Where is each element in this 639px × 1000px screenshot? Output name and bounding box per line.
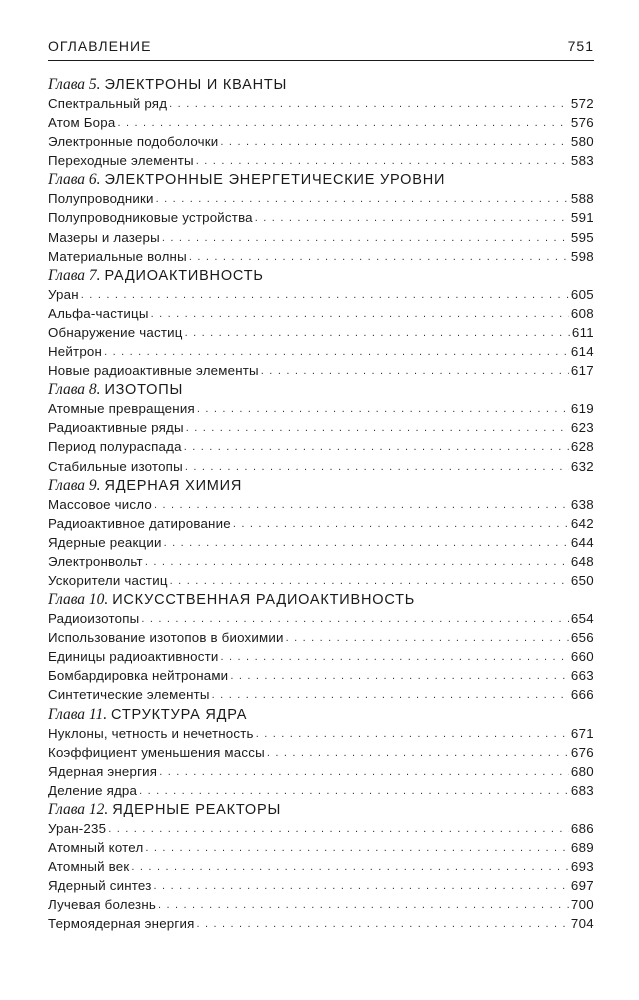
chapter-label: Глава 7. bbox=[48, 266, 101, 284]
toc-entry[interactable] bbox=[48, 781, 594, 800]
toc-entry[interactable] bbox=[48, 685, 594, 704]
entry-title: Единицы радиоактивности bbox=[48, 649, 219, 665]
dot-leader bbox=[255, 209, 569, 228]
dot-leader bbox=[197, 400, 569, 419]
toc-entry[interactable] bbox=[48, 189, 594, 208]
toc-entry[interactable] bbox=[48, 666, 594, 685]
entry-page-number: 648 bbox=[570, 553, 594, 569]
entry-page-number: 656 bbox=[570, 630, 594, 646]
entry-page-number: 619 bbox=[570, 401, 594, 417]
entry-page-number: 686 bbox=[570, 820, 594, 836]
entry-title: Использование изотопов в биохимии bbox=[48, 630, 284, 646]
entry-page-number: 638 bbox=[570, 496, 594, 512]
toc-entry[interactable] bbox=[48, 342, 594, 361]
entry-title: Ядерные реакции bbox=[48, 534, 162, 550]
entry-page-number: 628 bbox=[570, 439, 594, 455]
entry-page-number: 663 bbox=[570, 668, 594, 684]
entry-title: Альфа-частицы bbox=[48, 305, 149, 321]
entry-title: Материальные волны bbox=[48, 248, 187, 264]
toc-entry[interactable] bbox=[48, 418, 594, 437]
dot-leader bbox=[164, 534, 569, 553]
chapter-heading[interactable] bbox=[48, 266, 594, 285]
dot-leader bbox=[196, 915, 568, 934]
toc-entry[interactable] bbox=[48, 628, 594, 647]
dot-leader bbox=[170, 572, 569, 591]
toc-entry[interactable] bbox=[48, 514, 594, 533]
entry-page-number: 632 bbox=[570, 458, 594, 474]
entry-page-number: 704 bbox=[570, 916, 594, 932]
entry-title: Атомные превращения bbox=[48, 401, 195, 417]
entry-title: Радиоактивное датирование bbox=[48, 515, 231, 531]
dot-leader bbox=[158, 896, 569, 915]
chapter-label: Глава 10. bbox=[48, 591, 109, 609]
entry-page-number: 693 bbox=[570, 859, 594, 875]
header-page-number: 751 bbox=[567, 38, 594, 54]
dot-leader bbox=[154, 877, 569, 896]
chapter-heading[interactable] bbox=[48, 380, 594, 399]
toc-entry[interactable] bbox=[48, 609, 594, 628]
toc-entry[interactable] bbox=[48, 304, 594, 323]
entry-title: Ядерная энергия bbox=[48, 763, 158, 779]
dot-leader bbox=[145, 553, 569, 572]
entry-title: Мазеры и лазеры bbox=[48, 229, 160, 245]
toc-entry[interactable] bbox=[48, 857, 594, 876]
entry-title: Спектральный ряд bbox=[48, 96, 168, 111]
chapter-title: ЭЛЕКТРОННЫЕ ЭНЕРГЕТИЧЕСКИЕ УРОВНИ bbox=[104, 172, 446, 189]
entry-page-number: 697 bbox=[570, 878, 594, 894]
dot-leader bbox=[154, 496, 569, 515]
chapter-heading[interactable] bbox=[48, 590, 594, 609]
entry-title: Переходные элементы bbox=[48, 153, 194, 169]
dot-leader bbox=[81, 286, 569, 305]
entry-title: Атом Бора bbox=[48, 115, 116, 131]
entry-title: Массовое число bbox=[48, 496, 152, 512]
entry-title: Электронвольт bbox=[48, 553, 143, 569]
dot-leader bbox=[261, 362, 569, 381]
toc-entry[interactable] bbox=[48, 399, 594, 418]
dot-leader bbox=[145, 839, 569, 858]
toc-entry[interactable] bbox=[48, 132, 594, 151]
dot-leader bbox=[184, 438, 569, 457]
toc-entry[interactable] bbox=[48, 743, 594, 762]
chapter-heading[interactable] bbox=[48, 705, 594, 724]
entry-page-number: 614 bbox=[570, 344, 594, 360]
entry-title: Деление ядра bbox=[48, 782, 138, 798]
entry-title: Новые радиоактивные элементы bbox=[48, 363, 259, 379]
dot-leader bbox=[286, 629, 569, 648]
entry-page-number: 660 bbox=[570, 649, 594, 665]
dot-leader bbox=[220, 133, 568, 152]
dot-leader bbox=[117, 114, 568, 133]
entry-title: Атомный котел bbox=[48, 840, 144, 855]
entry-page-number: 591 bbox=[570, 210, 594, 226]
entry-title: Стабильные изотопы bbox=[48, 458, 183, 474]
chapter-label: Глава 5. bbox=[48, 76, 101, 93]
entry-page-number: 608 bbox=[570, 305, 594, 321]
dot-leader bbox=[196, 152, 569, 171]
dot-leader bbox=[256, 725, 569, 744]
toc-entry[interactable] bbox=[48, 876, 594, 895]
entry-title: Электронные подоболочки bbox=[48, 134, 219, 150]
toc-entry[interactable] bbox=[48, 437, 594, 456]
chapter-title: ЯДЕРНЫЕ РЕАКТОРЫ bbox=[112, 801, 282, 818]
toc-entry[interactable] bbox=[48, 457, 594, 476]
toc-entry[interactable] bbox=[48, 113, 594, 132]
chapter-title: ИСКУССТВЕННАЯ РАДИОАКТИВНОСТЬ bbox=[112, 592, 416, 609]
toc-entry[interactable] bbox=[48, 361, 594, 380]
entry-title: Ускорители частиц bbox=[48, 572, 168, 588]
entry-page-number: 605 bbox=[570, 286, 594, 302]
dot-leader bbox=[189, 248, 569, 267]
entry-title: Нейтрон bbox=[48, 344, 103, 360]
dot-leader bbox=[267, 744, 569, 763]
chapter-title: РАДИОАКТИВНОСТЬ bbox=[104, 267, 264, 284]
toc-entry[interactable] bbox=[48, 228, 594, 247]
entry-page-number: 588 bbox=[570, 191, 594, 207]
dot-leader bbox=[230, 667, 569, 686]
entry-page-number: 650 bbox=[570, 572, 594, 588]
entry-page-number: 611 bbox=[571, 324, 594, 340]
entry-page-number: 689 bbox=[570, 840, 594, 855]
entry-title: Нуклоны, четность и нечетность bbox=[48, 725, 254, 741]
entry-page-number: 623 bbox=[570, 420, 594, 436]
toc-entry[interactable] bbox=[48, 285, 594, 304]
entry-title: Бомбардировка нейтронами bbox=[48, 668, 229, 684]
entry-title: Полупроводниковые устройства bbox=[48, 210, 253, 226]
entry-title: Полупроводники bbox=[48, 191, 154, 207]
dot-leader bbox=[233, 515, 569, 534]
toc-entry[interactable] bbox=[48, 208, 594, 227]
chapter-heading[interactable] bbox=[48, 170, 594, 189]
entry-page-number: 654 bbox=[570, 611, 594, 627]
header-title: ОГЛАВЛЕНИЕ bbox=[48, 38, 152, 54]
dot-leader bbox=[186, 419, 569, 438]
dot-leader bbox=[104, 343, 569, 362]
table-of-contents bbox=[48, 75, 594, 933]
entry-title: Радиоактивные ряды bbox=[48, 420, 184, 436]
toc-entry[interactable] bbox=[48, 552, 594, 571]
toc-entry[interactable] bbox=[48, 533, 594, 552]
entry-page-number: 642 bbox=[570, 515, 594, 531]
entry-page-number: 700 bbox=[570, 897, 594, 913]
entry-title: Обнаружение частиц bbox=[48, 324, 183, 340]
toc-entry[interactable] bbox=[48, 724, 594, 743]
toc-entry[interactable] bbox=[48, 762, 594, 781]
entry-page-number: 671 bbox=[570, 725, 594, 741]
entry-page-number: 676 bbox=[570, 744, 594, 760]
entry-page-number: 680 bbox=[570, 763, 594, 779]
toc-page bbox=[48, 38, 594, 933]
entry-title: Лучевая болезнь bbox=[48, 897, 156, 913]
entry-page-number: 683 bbox=[570, 782, 594, 798]
entry-title: Радиоизотопы bbox=[48, 611, 140, 627]
chapter-label: Глава 6. bbox=[48, 171, 101, 189]
chapter-label: Глава 8. bbox=[48, 381, 101, 399]
entry-title: Уран-235 bbox=[48, 820, 107, 836]
entry-title: Коэффициент уменьшения массы bbox=[48, 744, 265, 760]
toc-entry[interactable] bbox=[48, 151, 594, 170]
dot-leader bbox=[141, 610, 569, 629]
entry-page-number: 572 bbox=[570, 96, 594, 111]
chapter-label: Глава 12. bbox=[48, 800, 109, 818]
toc-entry[interactable] bbox=[48, 819, 594, 838]
dot-leader bbox=[185, 458, 569, 477]
toc-entry[interactable] bbox=[48, 94, 594, 113]
toc-entry[interactable] bbox=[48, 571, 594, 590]
toc-entry[interactable] bbox=[48, 495, 594, 514]
entry-title: Ядерный синтез bbox=[48, 878, 152, 894]
toc-entry[interactable] bbox=[48, 838, 594, 857]
dot-leader bbox=[131, 858, 569, 877]
chapter-title: ЭЛЕКТРОНЫ И КВАНТЫ bbox=[104, 77, 288, 93]
entry-title: Термоядерная энергия bbox=[48, 916, 195, 932]
dot-leader bbox=[108, 820, 569, 839]
chapter-heading[interactable] bbox=[48, 75, 594, 94]
toc-entry[interactable] bbox=[48, 323, 594, 342]
entry-title: Синтетические элементы bbox=[48, 687, 210, 703]
dot-leader bbox=[156, 190, 569, 209]
chapter-title: ЯДЕРНАЯ ХИМИЯ bbox=[104, 477, 243, 494]
dot-leader bbox=[162, 229, 569, 248]
entry-page-number: 580 bbox=[570, 134, 594, 150]
dot-leader bbox=[151, 305, 569, 324]
chapter-title: ИЗОТОПЫ bbox=[104, 382, 184, 399]
toc-entry[interactable] bbox=[48, 914, 594, 933]
entry-page-number: 576 bbox=[570, 115, 594, 131]
entry-page-number: 666 bbox=[570, 687, 594, 703]
dot-leader bbox=[139, 782, 569, 801]
dot-leader bbox=[169, 95, 569, 114]
dot-leader bbox=[159, 763, 569, 782]
entry-page-number: 583 bbox=[570, 153, 594, 169]
entry-title: Период полураспада bbox=[48, 439, 182, 455]
dot-leader bbox=[185, 324, 570, 343]
running-header bbox=[48, 38, 594, 61]
entry-page-number: 644 bbox=[570, 534, 594, 550]
entry-title: Уран bbox=[48, 286, 79, 302]
chapter-heading[interactable] bbox=[48, 800, 594, 819]
chapter-label: Глава 9. bbox=[48, 476, 101, 494]
entry-page-number: 598 bbox=[570, 248, 594, 264]
chapter-heading[interactable] bbox=[48, 476, 594, 495]
chapter-title: СТРУКТУРА ЯДРА bbox=[111, 706, 248, 723]
chapter-label: Глава 11. bbox=[48, 705, 108, 723]
entry-page-number: 617 bbox=[570, 363, 594, 379]
dot-leader bbox=[221, 648, 569, 667]
toc-entry[interactable] bbox=[48, 895, 594, 914]
toc-entry[interactable] bbox=[48, 647, 594, 666]
toc-entry[interactable] bbox=[48, 247, 594, 266]
dot-leader bbox=[212, 686, 569, 705]
entry-page-number: 595 bbox=[570, 229, 594, 245]
entry-title: Атомный век bbox=[48, 859, 130, 875]
